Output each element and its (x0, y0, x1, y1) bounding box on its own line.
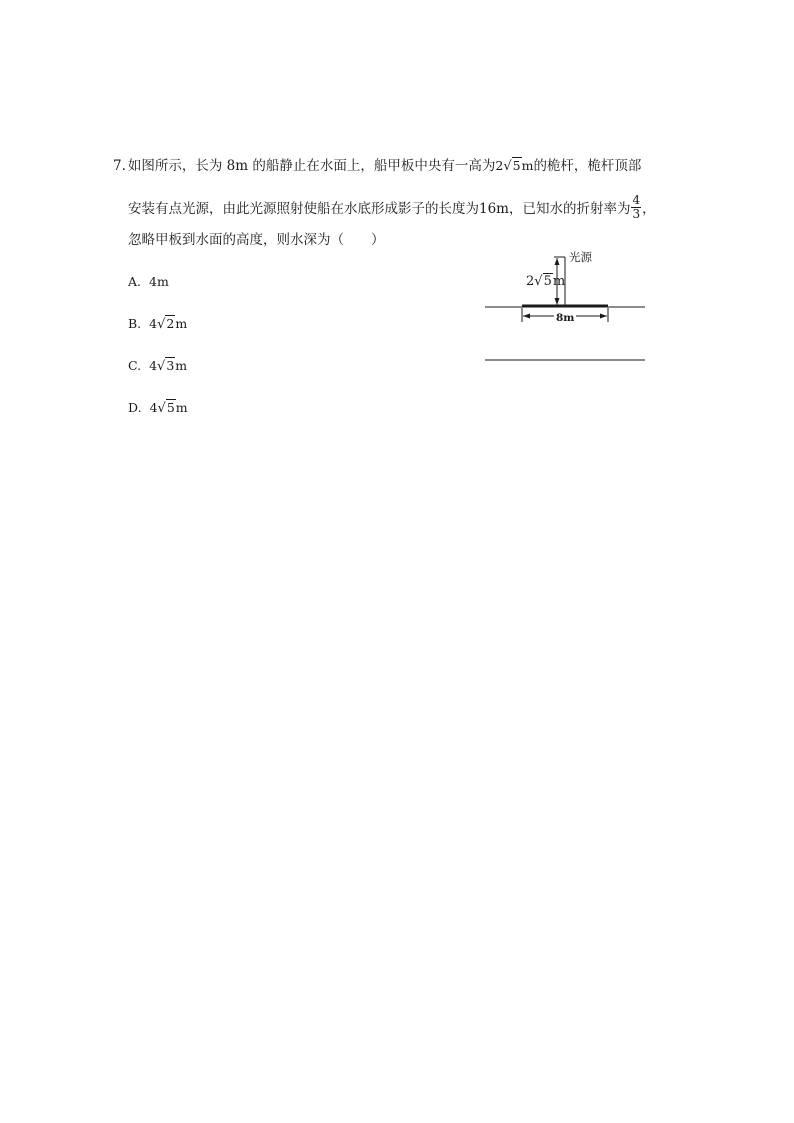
boat-diagram-svg (480, 246, 650, 366)
fraction-numerator: 4 (632, 193, 641, 207)
boat-length-label: 8m (556, 312, 575, 324)
option-letter: C. (128, 358, 142, 373)
mast-height-radicand: 5 (512, 158, 521, 173)
fraction-denominator: 3 (632, 207, 641, 221)
height-arrow-down-icon (555, 298, 560, 305)
option-radicand: 3 (166, 358, 175, 373)
option-radicand: 2 (166, 316, 175, 331)
option-letter: D. (128, 400, 142, 415)
height-radicand: 5 (543, 274, 552, 289)
mast-height-expression (495, 157, 533, 176)
question-line-3 (128, 231, 385, 249)
option-letter: B. (128, 316, 142, 331)
option-value (150, 400, 188, 417)
height-unit: m (552, 274, 566, 289)
sqrt-symbol: √ (534, 274, 543, 289)
option-unit: m (175, 358, 188, 373)
option-c[interactable] (128, 358, 187, 375)
option-coef: 4 (149, 358, 158, 373)
question-line-2 (128, 193, 656, 223)
length-arrow-right-icon (600, 314, 607, 319)
option-d[interactable] (128, 400, 188, 417)
height-coef: 2 (526, 274, 535, 289)
sqrt-symbol: √ (157, 359, 166, 374)
refractive-index-fraction (631, 194, 641, 221)
mast-height-coef: 2 (495, 158, 504, 173)
mast-height-label (526, 275, 565, 289)
option-radicand: 5 (166, 400, 175, 415)
option-a[interactable] (128, 274, 169, 290)
option-value: 4m (149, 274, 169, 289)
option-value (149, 316, 187, 333)
length-arrow-left-icon (523, 314, 530, 319)
question-text-2a: 安装有点光源，由此光源照射使船在水底形成影子的长度为16m，已知水的折射率为 (128, 201, 631, 217)
boat-diagram (480, 246, 650, 366)
sqrt-symbol: √ (157, 401, 166, 416)
option-b[interactable] (128, 316, 187, 333)
question-text-1b: 的桅杆，桅杆顶部 (533, 158, 642, 174)
sqrt-symbol: √ (503, 159, 512, 174)
option-value (149, 358, 187, 375)
option-unit: m (175, 316, 188, 331)
question-text-3: 忽略甲板到水面的高度，则水深为（ ） (128, 232, 385, 248)
option-coef: 4 (149, 316, 158, 331)
mast-height-unit: m (521, 158, 534, 173)
question-line-1 (113, 157, 641, 176)
question-number: 7. (113, 158, 126, 174)
sqrt-symbol: √ (157, 317, 166, 332)
option-unit: m (175, 400, 188, 415)
question-text-2b: ， (642, 201, 656, 217)
question-text-1a: 如图所示，长为 8m 的船静止在水面上，船甲板中央有一高为 (127, 158, 496, 174)
option-coef: 4 (149, 400, 158, 415)
height-arrow-up-icon (555, 258, 560, 265)
light-source-label: 光源 (569, 250, 592, 264)
option-letter: A. (128, 274, 142, 289)
